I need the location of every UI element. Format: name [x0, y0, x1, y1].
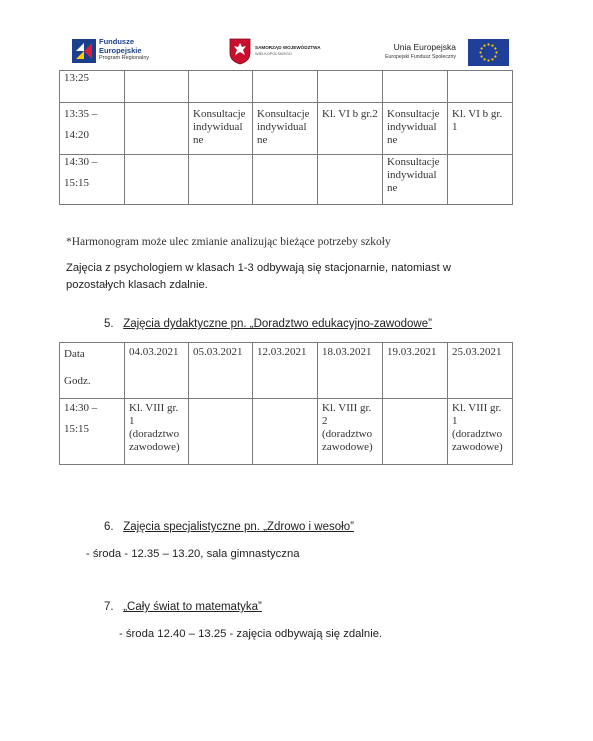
table-cell: Kl. VIII gr. 1 (doradztwo zawodowe)	[448, 399, 513, 465]
table-cell: Kl. VIII gr. 1 (doradztwo zawodowe)	[125, 399, 189, 465]
schedule-note: *Harmonogram może ulec zmianie analizując bieżące potrzeby szkoły	[66, 236, 391, 248]
section-title: Zajęcia specjalistyczne pn. „Zdrowo i wesoło”	[123, 521, 354, 533]
table-cell: Kl. VI b gr.2	[318, 103, 383, 155]
table-cell	[125, 103, 189, 155]
time-cell	[60, 155, 125, 205]
table-cell	[189, 71, 253, 103]
time-start: 13:35 –	[64, 108, 98, 120]
table-cell	[318, 71, 383, 103]
date-header: 18.03.2021	[318, 343, 383, 399]
table-row	[60, 399, 513, 465]
table-cell	[189, 399, 253, 465]
section-title: Zajęcia dydaktyczne pn. „Doradztwo edukacyjno-zawodowe”	[123, 318, 432, 330]
date-header: 12.03.2021	[253, 343, 318, 399]
section-6-item: - środa - 12.35 – 13.20, sala gimnastyczna	[86, 548, 300, 560]
section-6-heading	[104, 521, 354, 533]
date-header: 05.03.2021	[189, 343, 253, 399]
section-7-item: - środa 12.40 – 13.25 - zajęcia odbywają się zdalnie.	[119, 628, 383, 640]
fundusze-europejskie-mark-icon	[72, 37, 96, 65]
eagle-crest-icon	[229, 38, 251, 65]
time-cell	[60, 103, 125, 155]
fe-line2: Europejskie	[99, 45, 142, 55]
table-cell	[383, 399, 448, 465]
table-cell: Konsultacje indywidual ne	[383, 103, 448, 155]
fundusze-europejskie-logo	[72, 37, 192, 67]
time-cell	[60, 399, 125, 465]
schedule-table-career-counseling	[59, 342, 513, 465]
table-row	[60, 71, 513, 103]
wlkp-line2: WIELKOPOLSKIEGO	[255, 51, 292, 56]
time-end: 15:15	[64, 423, 90, 435]
header-cell	[60, 343, 125, 399]
time-cell: 13:25	[60, 71, 125, 103]
section-title: „Cały świat to matematyka”	[123, 601, 262, 613]
table-cell	[383, 71, 448, 103]
schedule-table-psychology	[59, 70, 513, 205]
table-cell: Kl. VI b gr. 1	[448, 103, 513, 155]
table-cell	[125, 155, 189, 205]
ue-line2: Europejski Fundusz Społeczny	[385, 53, 456, 60]
table-cell	[448, 155, 513, 205]
table-row	[60, 103, 513, 155]
table-cell	[253, 155, 318, 205]
date-header: 04.03.2021	[125, 343, 189, 399]
psychology-paragraph: Zajęcia z psychologiem w klasach 1-3 odbywają się stacjonarnie, natomiast w pozostałych klasach zdalnie.	[66, 262, 451, 291]
table-cell: Konsultacje indywidual ne	[189, 103, 253, 155]
section-number: 5.	[104, 318, 114, 330]
section-7-heading	[104, 601, 262, 613]
table-cell: Konsultacje indywidual ne	[253, 103, 318, 155]
time-end: 15:15	[64, 177, 90, 189]
section-number: 7.	[104, 601, 114, 613]
section-number: 6.	[104, 521, 114, 533]
time-start: 14:30 –	[64, 402, 98, 414]
unia-europejska-logo	[387, 39, 509, 67]
date-header: 25.03.2021	[448, 343, 513, 399]
eu-flag-icon	[468, 39, 509, 66]
table-cell: Konsultacje indywidual ne	[383, 155, 448, 205]
wlkp-line1: SAMORZĄD WOJEWÓDZTWA	[255, 45, 321, 50]
time-start: 14:30 –	[64, 156, 98, 168]
section-5-heading	[104, 318, 432, 330]
header-label-time: Godz.	[64, 375, 91, 387]
table-cell	[253, 71, 318, 103]
ue-line1: Unia Europejska	[393, 42, 456, 52]
wielkopolska-logo	[229, 38, 359, 68]
table-cell	[448, 71, 513, 103]
fe-line1: Fundusze	[99, 37, 134, 46]
table-header-row	[60, 343, 513, 399]
fe-line3: Program Regionalny	[99, 55, 150, 61]
header-label-date: Data	[64, 348, 85, 360]
table-cell	[253, 399, 318, 465]
table-cell	[318, 155, 383, 205]
date-header: 19.03.2021	[383, 343, 448, 399]
time-end: 14:20	[64, 129, 90, 141]
table-cell	[125, 71, 189, 103]
table-cell: Kl. VIII gr. 2 (doradztwo zawodowe)	[318, 399, 383, 465]
table-cell	[189, 155, 253, 205]
table-row	[60, 155, 513, 205]
